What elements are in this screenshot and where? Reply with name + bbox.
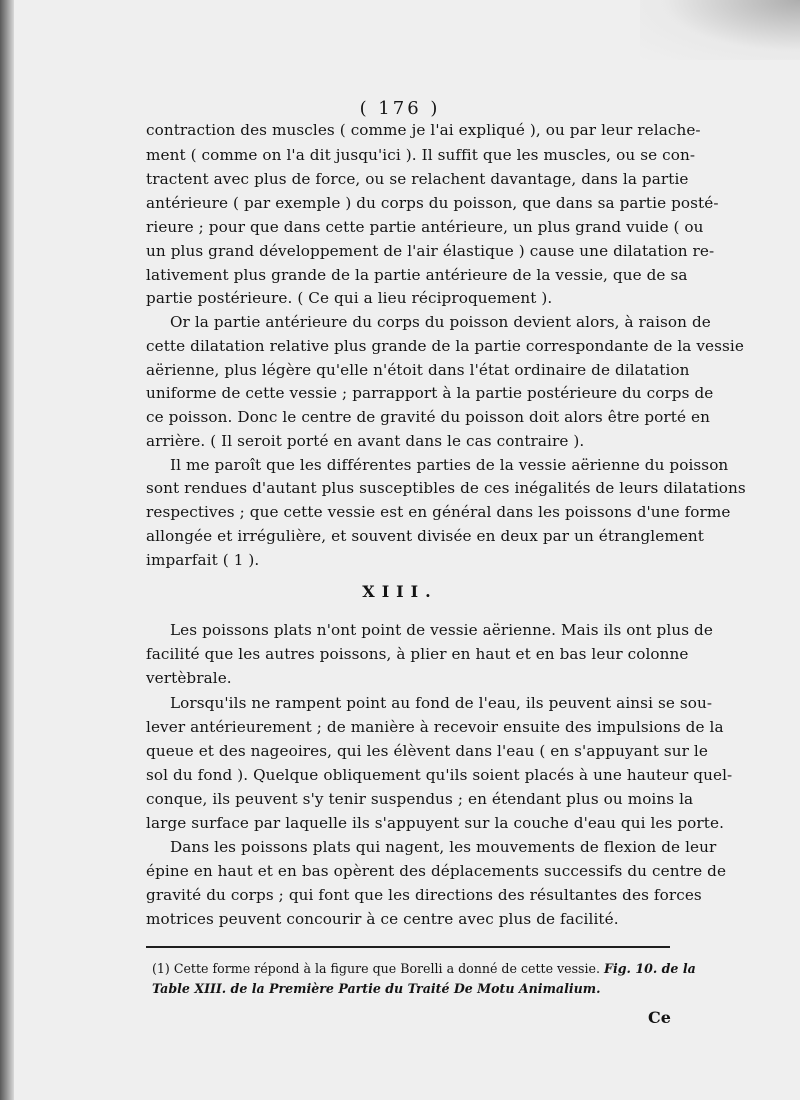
footnote-line [152,980,672,997]
text-line: lever antérieurement ; de manière à recevoir ensuite des impulsions de la [146,718,724,736]
text-line: Les poissons plats n'ont point de vessie aërienne. Mais ils ont plus de [170,621,713,639]
text-line: sol du fond ). Quelque obliquement qu'ils soient placés à une hauteur quel- [146,766,733,784]
text-line: Or la partie antérieure du corps du poisson devient alors, à raison de [170,313,711,331]
text-line: facilité que les autres poissons, à plier en haut et en bas leur colonne [146,645,689,663]
text-line: partie postérieure. ( Ce qui a lieu réciproquement ). [146,289,553,307]
footnote-line [152,960,696,977]
text-line: large surface par laquelle ils s'appuyent sur la couche d'eau qui les porte. [146,814,724,832]
text-line: allongée et irrégulière, et souvent divisée en deux par un étranglement [146,527,705,545]
footnote-citation: Table XIII. de la Première Partie du Traité De Motu Animalium. [152,981,601,996]
text-line: tractent avec plus de force, ou se relachent davantage, dans la partie [146,170,689,188]
text-line: aërienne, plus légère qu'elle n'étoit dans l'état ordinaire de dilatation [146,361,690,379]
text-line: gravité du corps ; qui font que les directions des résultantes des forces [146,886,702,904]
text-line: antérieure ( par exemple ) du corps du poisson, que dans sa partie posté- [146,194,719,212]
text-line: contraction des muscles ( comme je l'ai expliqué ), ou par leur relache- [146,121,701,139]
text-line: Dans les poissons plats qui nagent, les mouvements de flexion de leur [170,838,717,856]
section-heading: XIII. [362,582,438,601]
footnote-rule [146,946,670,948]
text-line: arrière. ( Il seroit porté en avant dans le cas contraire ). [146,432,585,450]
footnote-text: (1) Cette forme répond à la figure que Borelli a donné de cette vessie. [152,961,605,976]
text-line: sont rendues d'autant plus susceptibles de ces inégalités de leurs dilatations [146,479,746,497]
text-line: Il me paroît que les différentes parties de la vessie aërienne du poisson [170,456,729,474]
text-line: motrices peuvent concourir à ce centre avec plus de facilité. [146,910,619,928]
page-number: ( 176 ) [359,98,441,119]
text-line: Lorsqu'ils ne rampent point au fond de l'eau, ils peuvent ainsi se sou- [170,694,713,712]
text-line: lativement plus grande de la partie antérieure de la vessie, que de sa [146,266,688,284]
text-line: uniforme de cette vessie ; parrapport à la partie postérieure du corps de [146,384,714,402]
text-line: queue et des nageoires, qui les élèvent dans l'eau ( en s'appuyant sur le [146,742,708,760]
text-line: vertèbrale. [146,669,232,687]
text-line: imparfait ( 1 ). [146,551,260,569]
text-line: rieure ; pour que dans cette partie antérieure, un plus grand vuide ( ou [146,218,704,236]
text-line: ce poisson. Donc le centre de gravité du poisson doit alors être porté en [146,408,710,426]
text-line: ment ( comme on l'a dit jusqu'ici ). Il suffit que les muscles, ou se con- [146,146,696,164]
text-line: respectives ; que cette vessie est en général dans les poissons d'une forme [146,503,731,521]
text-line: conque, ils peuvent s'y tenir suspendus ; en étendant plus ou moins la [146,790,694,808]
text-line: un plus grand développement de l'air élastique ) cause une dilatation re- [146,242,715,260]
footnote-citation: Fig. 10. de la [604,961,696,976]
text-line: épine en haut et en bas opèrent des déplacements successifs du centre de [146,862,727,880]
text-line: cette dilatation relative plus grande de la partie correspondante de la vessie [146,337,744,355]
catchword: Ce [648,1008,671,1027]
